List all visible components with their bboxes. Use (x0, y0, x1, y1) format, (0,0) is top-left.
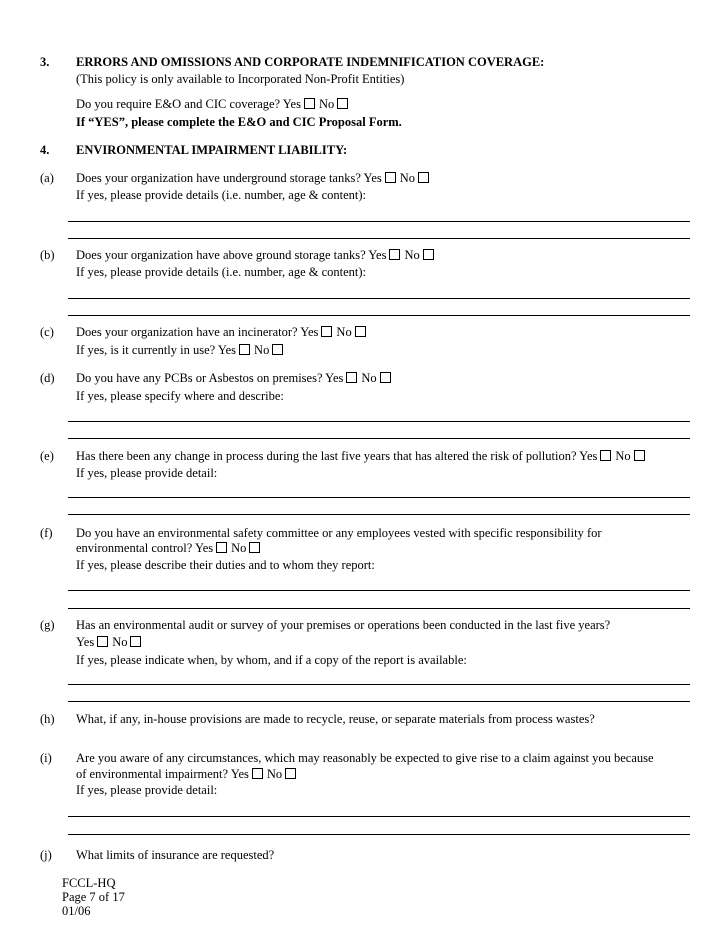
item-d-no-checkbox[interactable] (380, 372, 391, 383)
item-b-answer-line-1[interactable] (68, 298, 690, 299)
item-f-answer-line-1[interactable] (68, 590, 690, 591)
item-b-no-checkbox[interactable] (423, 249, 434, 260)
section-3-instruction: If “YES”, please complete the E&O and CIC Proposal Form. (76, 115, 402, 129)
item-c-question-text: Does your organization have an incinerator? Yes (76, 325, 319, 339)
item-e-label: (e) (40, 449, 54, 463)
item-d-answer-line-2[interactable] (68, 438, 690, 439)
item-g-no-checkbox[interactable] (130, 636, 141, 647)
item-g-question-cont (76, 635, 145, 650)
item-c-detail (76, 343, 287, 358)
item-f-question-text: environmental control? Yes (76, 541, 214, 555)
section-3-yes-checkbox[interactable] (304, 98, 315, 109)
footer-code: FCCL-HQ (62, 876, 116, 890)
item-c-in-use-yes-checkbox[interactable] (239, 344, 250, 355)
item-c-yes-checkbox[interactable] (321, 326, 332, 337)
item-e-answer-line-1[interactable] (68, 497, 690, 498)
section-3-note: (This policy is only available to Incorporated Non-Profit Entities) (76, 72, 405, 86)
no-label: No (336, 325, 352, 339)
item-g-label: (g) (40, 618, 55, 632)
item-e-answer-line-2[interactable] (68, 514, 690, 515)
item-i-question: Are you aware of any circumstances, which may reasonably be expected to give rise to a claim against you because (76, 751, 654, 765)
item-d-answer-line-1[interactable] (68, 421, 690, 422)
item-a-no-checkbox[interactable] (418, 172, 429, 183)
item-a-answer-line-2[interactable] (68, 238, 690, 239)
section-4-title: ENVIRONMENTAL IMPAIRMENT LIABILITY: (76, 143, 348, 157)
item-b-question-text: Does your organization have above ground storage tanks? Yes (76, 248, 387, 262)
item-i-question-text: of environmental impairment? Yes (76, 767, 249, 781)
item-i-label: (i) (40, 751, 52, 765)
item-d-question-text: Do you have any PCBs or Asbestos on premises? Yes (76, 371, 344, 385)
item-c-in-use-no-checkbox[interactable] (272, 344, 283, 355)
item-e-yes-checkbox[interactable] (600, 450, 611, 461)
section-3-question-text: Do you require E&O and CIC coverage? Yes (76, 97, 301, 111)
item-a-answer-line-1[interactable] (68, 221, 690, 222)
section-3-title: ERRORS AND OMISSIONS AND CORPORATE INDEMNIFICATION COVERAGE: (76, 55, 545, 69)
item-f-detail: If yes, please describe their duties and to whom they report: (76, 558, 375, 572)
item-f-label: (f) (40, 526, 53, 540)
item-i-question-cont (76, 767, 300, 782)
item-e-detail: If yes, please provide detail: (76, 466, 218, 480)
no-label: No (318, 97, 335, 111)
no-label: No (112, 635, 128, 649)
item-b-yes-checkbox[interactable] (389, 249, 400, 260)
item-g-answer-line-2[interactable] (68, 701, 690, 702)
item-i-yes-checkbox[interactable] (252, 768, 263, 779)
item-a-question-text: Does your organization have underground storage tanks? Yes (76, 171, 382, 185)
no-label: No (404, 248, 420, 262)
item-j-label: (j) (40, 848, 52, 862)
item-j-question: What limits of insurance are requested? (76, 848, 275, 862)
item-c-no-checkbox[interactable] (355, 326, 366, 337)
item-g-answer-line-1[interactable] (68, 684, 690, 685)
item-c-detail-text: If yes, is it currently in use? Yes (76, 343, 237, 357)
item-d-yes-checkbox[interactable] (346, 372, 357, 383)
no-label: No (361, 371, 377, 385)
item-i-no-checkbox[interactable] (285, 768, 296, 779)
item-f-question: Do you have an environmental safety committee or any employees vested with specific responsibility for (76, 526, 602, 540)
item-e-question-text: Has there been any change in process during the last five years that has altered the risk of pollution? Yes (76, 449, 598, 463)
section-3-number: 3. (40, 55, 50, 69)
footer-date: 01/06 (62, 904, 91, 918)
section-3-question (76, 97, 352, 112)
item-f-question-cont (76, 541, 264, 556)
footer-page-number: Page 7 of 17 (62, 890, 125, 904)
item-d-label: (d) (40, 371, 55, 385)
no-label: No (254, 343, 270, 357)
item-g-detail: If yes, please indicate when, by whom, and if a copy of the report is available: (76, 653, 467, 667)
item-b-answer-line-2[interactable] (68, 315, 690, 316)
item-d-question (76, 371, 395, 386)
section-3-no-checkbox[interactable] (337, 98, 348, 109)
item-f-yes-checkbox[interactable] (216, 542, 227, 553)
item-d-detail: If yes, please specify where and describe: (76, 389, 284, 403)
item-i-answer-line-2[interactable] (68, 834, 690, 835)
item-i-answer-line-1[interactable] (68, 816, 690, 817)
no-label: No (231, 541, 247, 555)
item-c-question (76, 325, 370, 340)
no-label: No (266, 767, 283, 781)
item-b-question (76, 248, 438, 263)
item-g-yes-label: Yes (76, 635, 95, 649)
item-h-label: (h) (40, 712, 55, 726)
no-label: No (399, 171, 416, 185)
item-a-label: (a) (40, 171, 54, 185)
item-g-question: Has an environmental audit or survey of your premises or operations been conducted in the last five years? (76, 618, 611, 632)
section-4-number: 4. (40, 143, 50, 157)
item-b-detail: If yes, please provide details (i.e. number, age & content): (76, 265, 367, 279)
no-label: No (615, 449, 631, 463)
item-f-answer-line-2[interactable] (68, 608, 690, 609)
item-e-question (76, 449, 649, 464)
item-b-label: (b) (40, 248, 55, 262)
item-f-no-checkbox[interactable] (249, 542, 260, 553)
item-a-yes-checkbox[interactable] (385, 172, 396, 183)
item-h-question: What, if any, in-house provisions are made to recycle, reuse, or separate materials from process wastes? (76, 712, 595, 726)
item-a-detail: If yes, please provide details (i.e. number, age & content): (76, 188, 367, 202)
item-e-no-checkbox[interactable] (634, 450, 645, 461)
item-c-label: (c) (40, 325, 54, 339)
item-i-detail: If yes, please provide detail: (76, 783, 218, 797)
item-a-question (76, 171, 433, 186)
item-g-yes-checkbox[interactable] (97, 636, 108, 647)
